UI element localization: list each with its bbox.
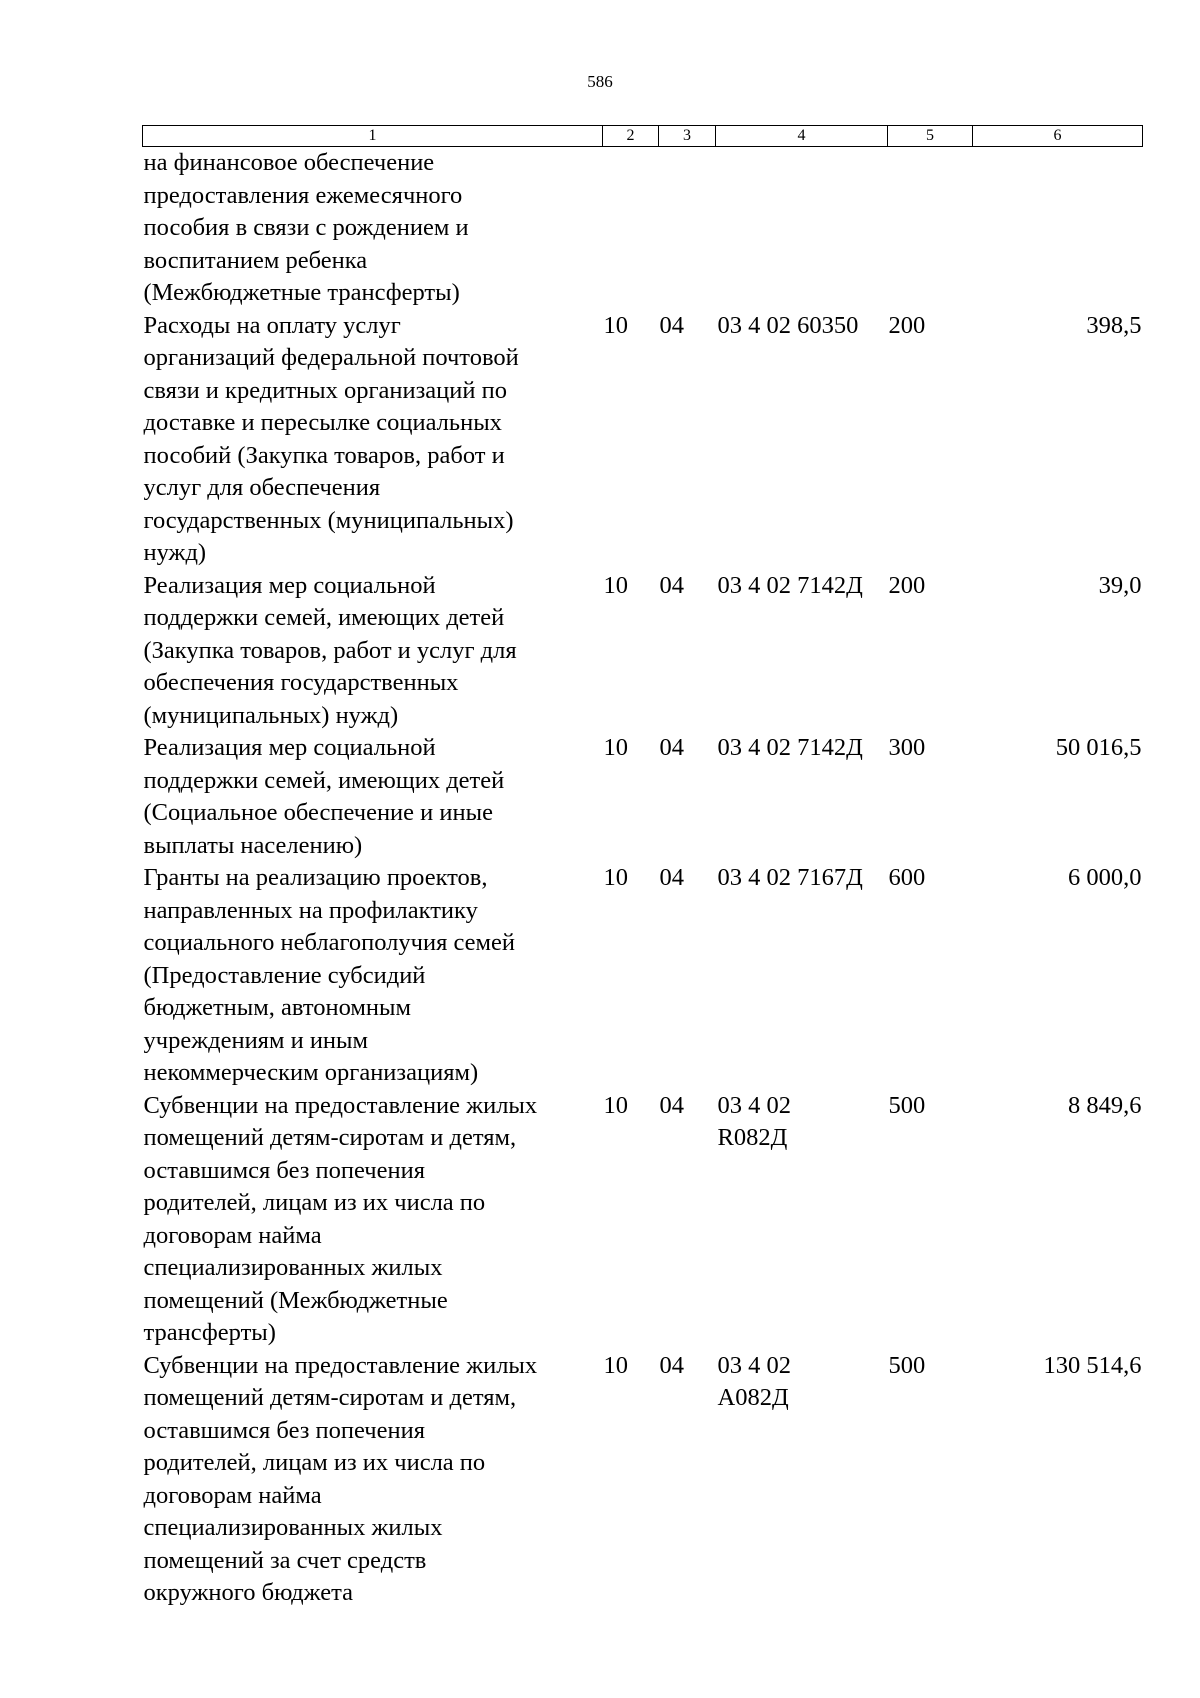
column-header-2: 2 [603,126,659,147]
row-amount: 50 016,5 [1055,734,1142,761]
row-target-code: 03 4 02 7142Д [717,734,863,761]
row-amount: 130 514,6 [1043,1351,1142,1379]
row-section: 10 [603,1351,628,1379]
row-target-code: 03 4 02 60350 [717,311,859,339]
table-header [143,126,1143,147]
table-row [143,1090,1143,1350]
column-header-6: 6 [973,126,1143,147]
row-name: Гранты на реализацию проектов, направленных на профилактику социального неблагополучия семей (Предоставление субсидий бюджетным, автономным учреждениям и иным некоммерческим организациям) [143,864,516,1086]
row-section [603,147,659,310]
row-subsection: 04 [659,864,684,891]
budget-table [142,125,1143,1610]
row-subsection: 04 [659,1091,684,1119]
table-row [143,570,1143,733]
row-name: Расходы на оплату услуг организаций федеральной почтовой связи и кредитных организаций по доставке и пересылке социальных пособий (Закупка товаров, работ и услуг для обеспечения государственных (муниципальных) нужд) [143,311,519,566]
column-header-1: 1 [143,126,603,147]
table-row [143,1350,1143,1610]
row-target-code: 03 4 02 7167Д [717,864,863,891]
row-section: 10 [603,734,628,761]
table-row [143,147,1143,310]
column-header-3: 3 [659,126,716,147]
column-header-4: 4 [716,126,888,147]
page-number: 586 [587,72,613,91]
row-expense-type: 500 [888,1091,926,1119]
row-amount: 8 849,6 [1068,1091,1142,1119]
row-section: 10 [603,1091,628,1119]
row-name: Субвенции на предоставление жилых помещений детям-сиротам и детям, оставшимся без попечения родителей, лицам из их числа по договорам найма специализированных жилых помещений за счет средств окружного бюджета [143,1351,538,1606]
row-expense-type [888,147,973,310]
row-expense-type: 200 [888,311,926,339]
row-expense-type: 500 [888,1351,926,1379]
row-expense-type: 300 [888,734,926,761]
row-amount: 39,0 [1098,571,1142,599]
table-row [143,310,1143,570]
row-name: Реализация мер социальной поддержки семей, имеющих детей (Социальное обеспечение и иные выплаты населению) [143,734,505,859]
row-target-code [716,147,888,310]
row-section: 10 [603,571,628,599]
row-target-code: 03 4 02 R082Д [717,1091,791,1151]
row-subsection: 04 [659,734,684,761]
row-name: на финансовое обеспечение предоставления ежемесячного пособия в связи с рождением и воспитанием ребенка (Межбюджетные трансферты) [143,149,469,306]
table-row [143,732,1143,862]
row-subsection [659,147,716,310]
table-body [143,147,1143,1610]
table-row [143,862,1143,1090]
row-subsection: 04 [659,311,684,339]
row-target-code: 03 4 02 А082Д [717,1351,791,1411]
row-target-code: 03 4 02 7142Д [717,571,863,599]
row-name: Реализация мер социальной поддержки семей, имеющих детей (Закупка товаров, работ и услуг для обеспечения государственных (муниципальных) нужд) [143,571,517,729]
row-amount: 6 000,0 [1068,864,1142,891]
row-expense-type: 600 [888,864,926,891]
row-subsection: 04 [659,1351,684,1379]
row-section: 10 [603,864,628,891]
row-amount: 398,5 [1086,311,1142,339]
column-header-5: 5 [888,126,973,147]
row-section: 10 [603,311,628,339]
row-expense-type: 200 [888,571,926,599]
header-row [143,126,1143,147]
row-subsection: 04 [659,571,684,599]
row-amount [973,147,1143,310]
row-name: Субвенции на предоставление жилых помещений детям-сиротам и детям, оставшимся без попечения родителей, лицам из их числа по договорам найма специализированных жилых помещений (Межбюджетные трансферты) [143,1091,538,1346]
